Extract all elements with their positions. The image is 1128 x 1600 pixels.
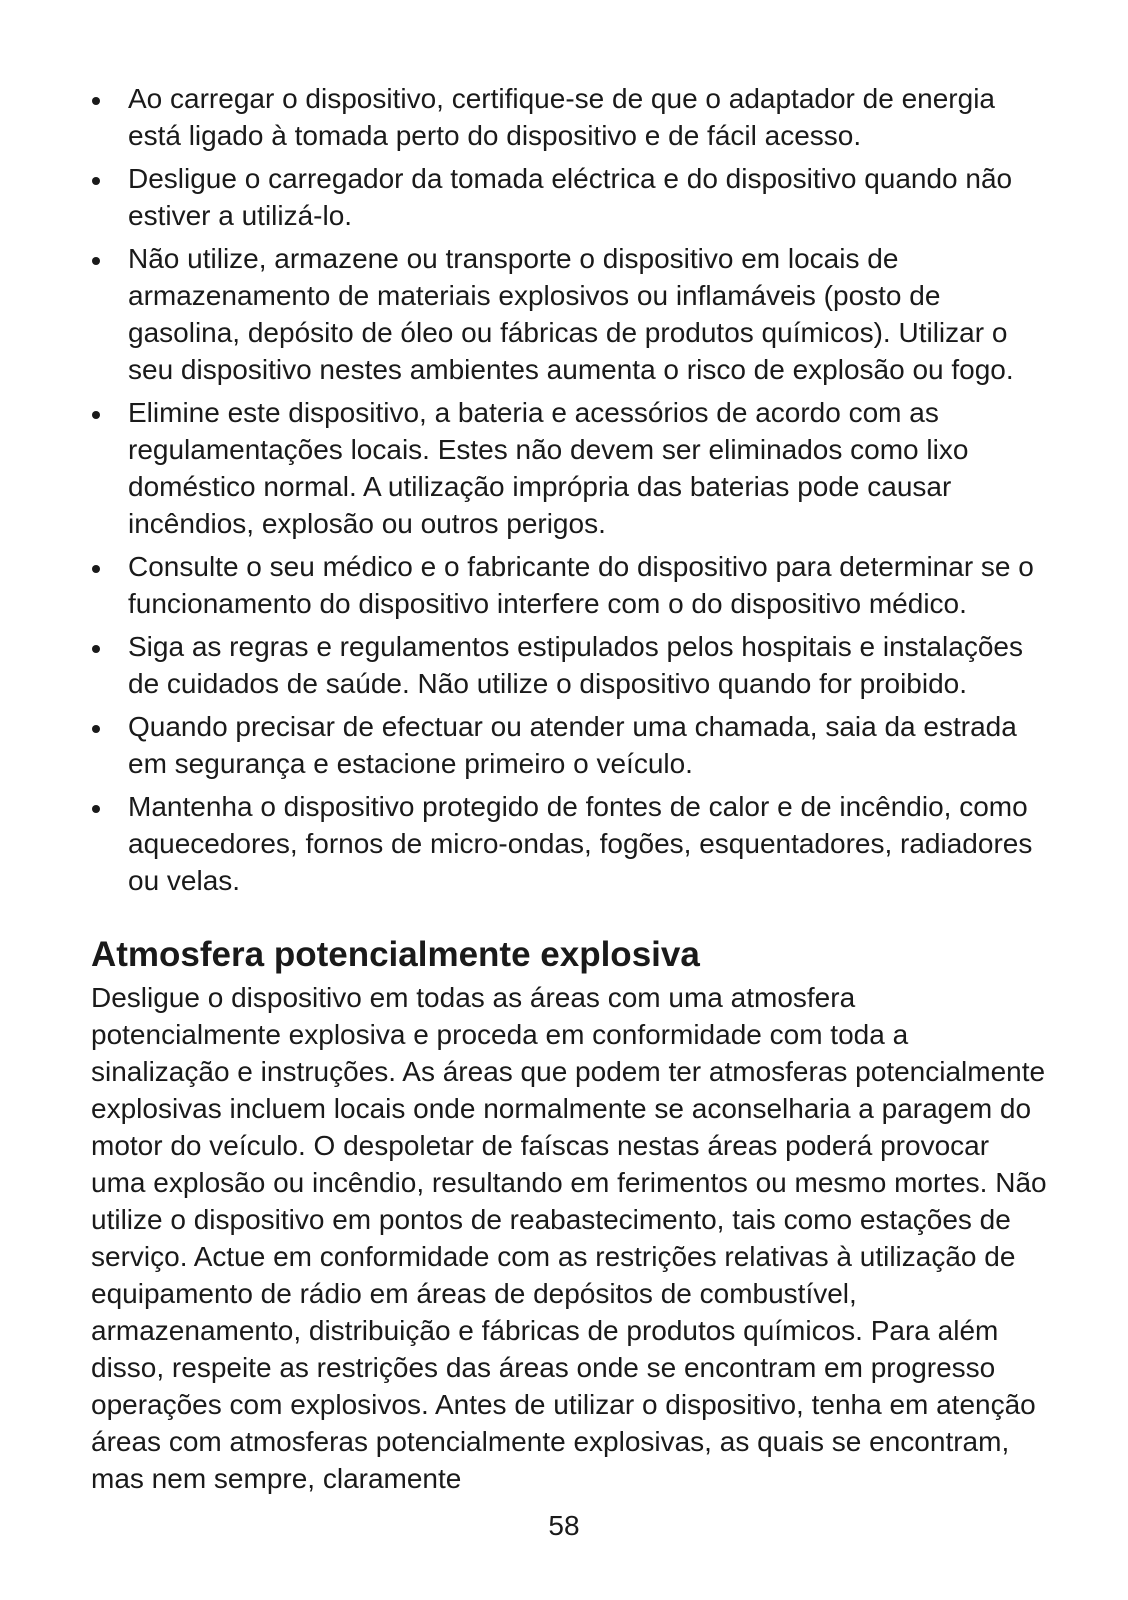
bullet-dot-icon (92, 97, 100, 105)
bullet-dot-icon (92, 257, 100, 265)
list-item-text: Não utilize, armazene ou transporte o dispositivo em locais de armazenamento de materiais explosivos ou inflamáveis (posto de gasolina, depósito de óleo ou fábricas de produtos químicos). Utilizar o seu dispositivo nestes ambientes aumenta o risco de explosão ou fogo. (128, 243, 1014, 385)
bullet-dot-icon (92, 177, 100, 185)
list-item (90, 240, 1050, 388)
list-item-text: Elimine este dispositivo, a bateria e acessórios de acordo com as regulamentações locais. Estes não devem ser eliminados como lixo doméstico normal. A utilização imprópria das baterias pode causar incêndios, explosão ou outros perigos. (128, 397, 969, 539)
bullet-dot-icon (92, 725, 100, 733)
list-item (90, 548, 1050, 622)
section-heading: Atmosfera potencialmente explosiva (91, 935, 700, 974)
list-item-text: Mantenha o dispositivo protegido de fontes de calor e de incêndio, como aquecedores, fornos de micro-ondas, fogões, esquentadores, radiadores ou velas. (128, 791, 1033, 896)
list-item (90, 394, 1050, 542)
list-item-text: Desligue o carregador da tomada eléctrica e do dispositivo quando não estiver a utilizá-lo. (128, 163, 1013, 231)
list-item-text: Consulte o seu médico e o fabricante do dispositivo para determinar se o funcionamento do dispositivo interfere com o do dispositivo médico. (128, 551, 1034, 619)
list-item-text: Siga as regras e regulamentos estipulados pelos hospitais e instalações de cuidados de saúde. Não utilize o dispositivo quando for proibido. (128, 631, 1023, 699)
list-item (90, 788, 1050, 899)
bullet-dot-icon (92, 645, 100, 653)
bullet-dot-icon (92, 565, 100, 573)
section-body-paragraph: Desligue o dispositivo em todas as áreas com uma atmosfera potencialmente explosiva e proceda em conformidade com toda a sinalização e instruções. As áreas que podem ter atmosferas potencialmente explosivas incluem locais onde normalmente se aconselharia a paragem do motor do veículo. O despoletar de faíscas nestas áreas poderá provocar uma explosão ou incêndio, resultando em ferimentos ou mesmo mortes. Não utilize o dispositivo em pontos de reabastecimento, tais como estações de serviço. Actue em conformidade com as restrições relativas à utilização de equipamento de rádio em áreas de depósitos de combustível, armazenamento, distribuição e fábricas de produtos químicos. Para além disso, respeite as restrições das áreas onde se encontram em progresso operações com explosivos. Antes de utilizar o dispositivo, tenha em atenção áreas com atmosferas potencialmente explosivas, as quais se encontram, mas nem sempre, claramente (91, 982, 1047, 1494)
bullet-dot-icon (92, 411, 100, 419)
bullet-dot-icon (92, 805, 100, 813)
list-item (90, 80, 1050, 154)
list-item-text: Ao carregar o dispositivo, certifique-se de que o adaptador de energia está ligado à tomada perto do dispositivo e de fácil acesso. (128, 83, 995, 151)
list-item (90, 708, 1050, 782)
list-item (90, 160, 1050, 234)
list-item (90, 628, 1050, 702)
page-number: 58 (548, 1510, 580, 1541)
list-item-text: Quando precisar de efectuar ou atender uma chamada, saia da estrada em segurança e estacione primeiro o veículo. (128, 711, 1017, 779)
safety-bullet-list (90, 80, 1050, 905)
